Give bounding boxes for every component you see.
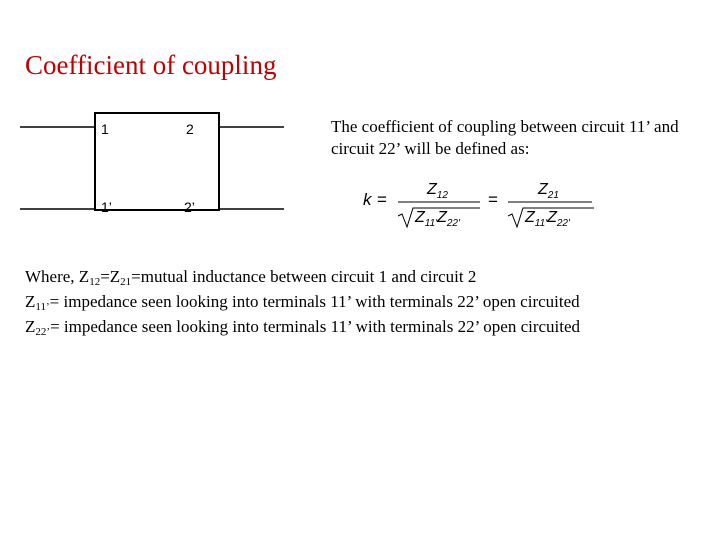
formula-numerator-2: $Z_{21}$ <box>538 181 559 201</box>
description-text: The coefficient of coupling between circuit 11’ and circuit 22’ will be defined as: <box>331 117 679 158</box>
coupling-coefficient-formula <box>360 172 610 234</box>
definition-mutual-inductance: Where, $Z_{12}=Z_{21}=mutual$ inductance between circuit 1 and circuit 2 <box>25 267 477 288</box>
port-label-1: 1 <box>101 121 109 137</box>
formula-equals-2: = <box>488 190 498 209</box>
formula-numerator-1: $Z_{12}$ <box>427 181 448 201</box>
formula-equals-1: = <box>377 190 387 209</box>
formula-denominator-1: $Z_{11'}Z_{22'}$ <box>415 209 460 229</box>
definitions-block <box>25 264 580 339</box>
definition-z22: $Z_{22’}=$ impedance seen looking into terminals 11’ with terminals 22’ open circuited <box>25 317 581 338</box>
formula-k: k <box>363 190 372 209</box>
port-label-1-prime: 1’ <box>101 199 112 215</box>
network-box <box>95 113 219 210</box>
formula-denominator-2: $Z_{11'}Z_{22'}$ <box>525 209 570 229</box>
port-label-2-prime: 2’ <box>184 199 195 215</box>
definition-z11: $Z_{11’}=$ impedance seen looking into terminals 11’ with terminals 22’ open circuited <box>25 292 580 313</box>
port-label-2: 2 <box>186 121 194 137</box>
slide-title: Coefficient of coupling <box>25 50 277 80</box>
